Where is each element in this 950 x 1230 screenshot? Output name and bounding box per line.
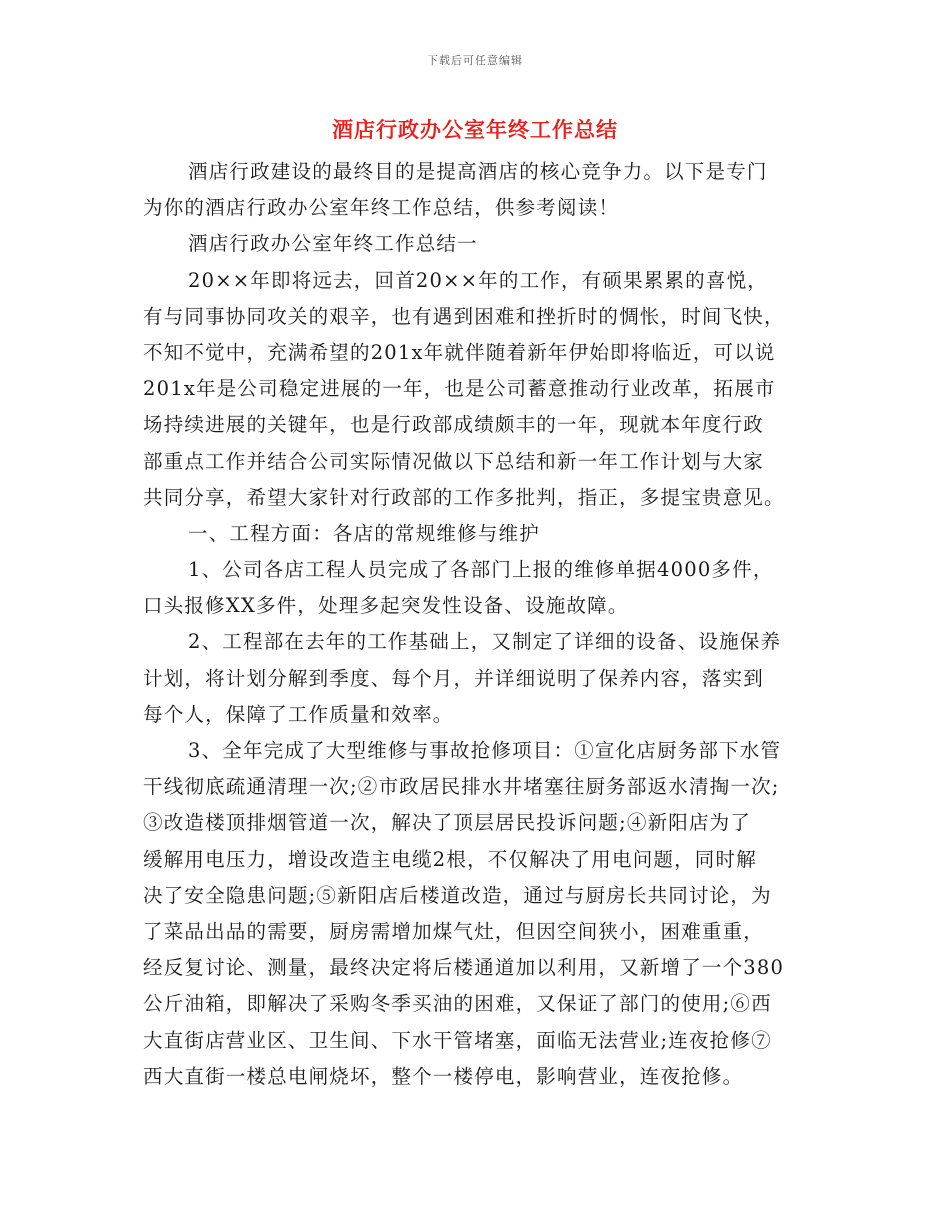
body-line: 1、公司各店工程人员完成了各部门上报的维修单据4000多件， <box>188 558 774 582</box>
document-body <box>143 154 823 1095</box>
body-line: 口头报修XX多件，处理多起突发性设备、设施故障。 <box>143 594 629 618</box>
body-line: 经反复讨论、测量，最终决定将后楼通道加以利用，又新增了一个380 <box>143 956 785 980</box>
body-line: 公斤油箱，即解决了采购冬季买油的困难，又保证了部门的使用;⑥西 <box>143 992 772 1016</box>
body-line: 有与同事协同攻关的艰辛，也有遇到困难和挫折时的惆怅，时间飞快， <box>143 304 785 328</box>
body-line: 决了安全隐患问题;⑤新阳店后楼道改造，通过与厨房长共同讨论，为 <box>143 883 772 907</box>
body-line: 场持续进展的关键年，也是行政部成绩颇丰的一年，现就本年度行政 <box>143 413 765 437</box>
body-line: 共同分享，希望大家针对行政部的工作多批判，指正，多提宝贵意见。 <box>143 485 785 509</box>
body-line: 大直街店营业区、卫生间、下水干管堵塞，面临无法营业;连夜抢修⑦ <box>143 1028 772 1052</box>
body-line: 缓解用电压力，增设改造主电缆2根，不仅解决了用电问题，同时解 <box>143 847 757 871</box>
body-line: 每个人，保障了工作质量和效率。 <box>143 702 454 726</box>
body-line: 为你的酒店行政办公室年终工作总结，供参考阅读！ <box>143 196 620 220</box>
body-line: 西大直街一楼总电闸烧坏，整个一楼停电，影响营业，连夜抢修。 <box>143 1064 744 1088</box>
body-line: ③改造楼顶排烟管道一次，解决了顶层居民投诉问题;④新阳店为了 <box>143 811 752 835</box>
body-line: 一、工程方面：各店的常规维修与维护 <box>188 521 540 545</box>
body-line: 部重点工作并结合公司实际情况做以下总结和新一年工作计划与大家 <box>143 449 765 473</box>
header-note: 下载后可任意编辑 <box>427 54 523 67</box>
body-line: 20××年即将远去，回首20××年的工作，有硕果累累的喜悦， <box>188 268 768 292</box>
body-line: 3、全年完成了大型维修与事故抢修项目：①宣化店厨务部下水管 <box>188 739 782 762</box>
body-line: 不知不觉中，充满希望的201x年就伴随着新年伊始即将临近，可以说 <box>143 340 776 364</box>
body-line: 酒店行政建设的最终目的是提高酒店的核心竞争力。以下是专门 <box>188 160 768 183</box>
document-title: 酒店行政办公室年终工作总结 <box>332 117 618 142</box>
body-line: 酒店行政办公室年终工作总结一 <box>188 232 478 256</box>
body-line: 2、工程部在去年的工作基础上，又制定了详细的设备、设施保养 <box>188 630 782 654</box>
body-line: 201x年是公司稳定进展的一年，也是公司蓄意推动行业改革，拓展市 <box>143 377 776 401</box>
body-line: 了菜品出品的需要，厨房需增加煤气灶，但因空间狭小，困难重重， <box>143 919 765 943</box>
body-line: 计划，将计划分解到季度、每个月，并详细说明了保养内容，落实到 <box>143 666 765 690</box>
body-line: 干线彻底疏通清理一次;②市政居民排水井堵塞往厨务部返水清掏一次; <box>143 775 780 799</box>
